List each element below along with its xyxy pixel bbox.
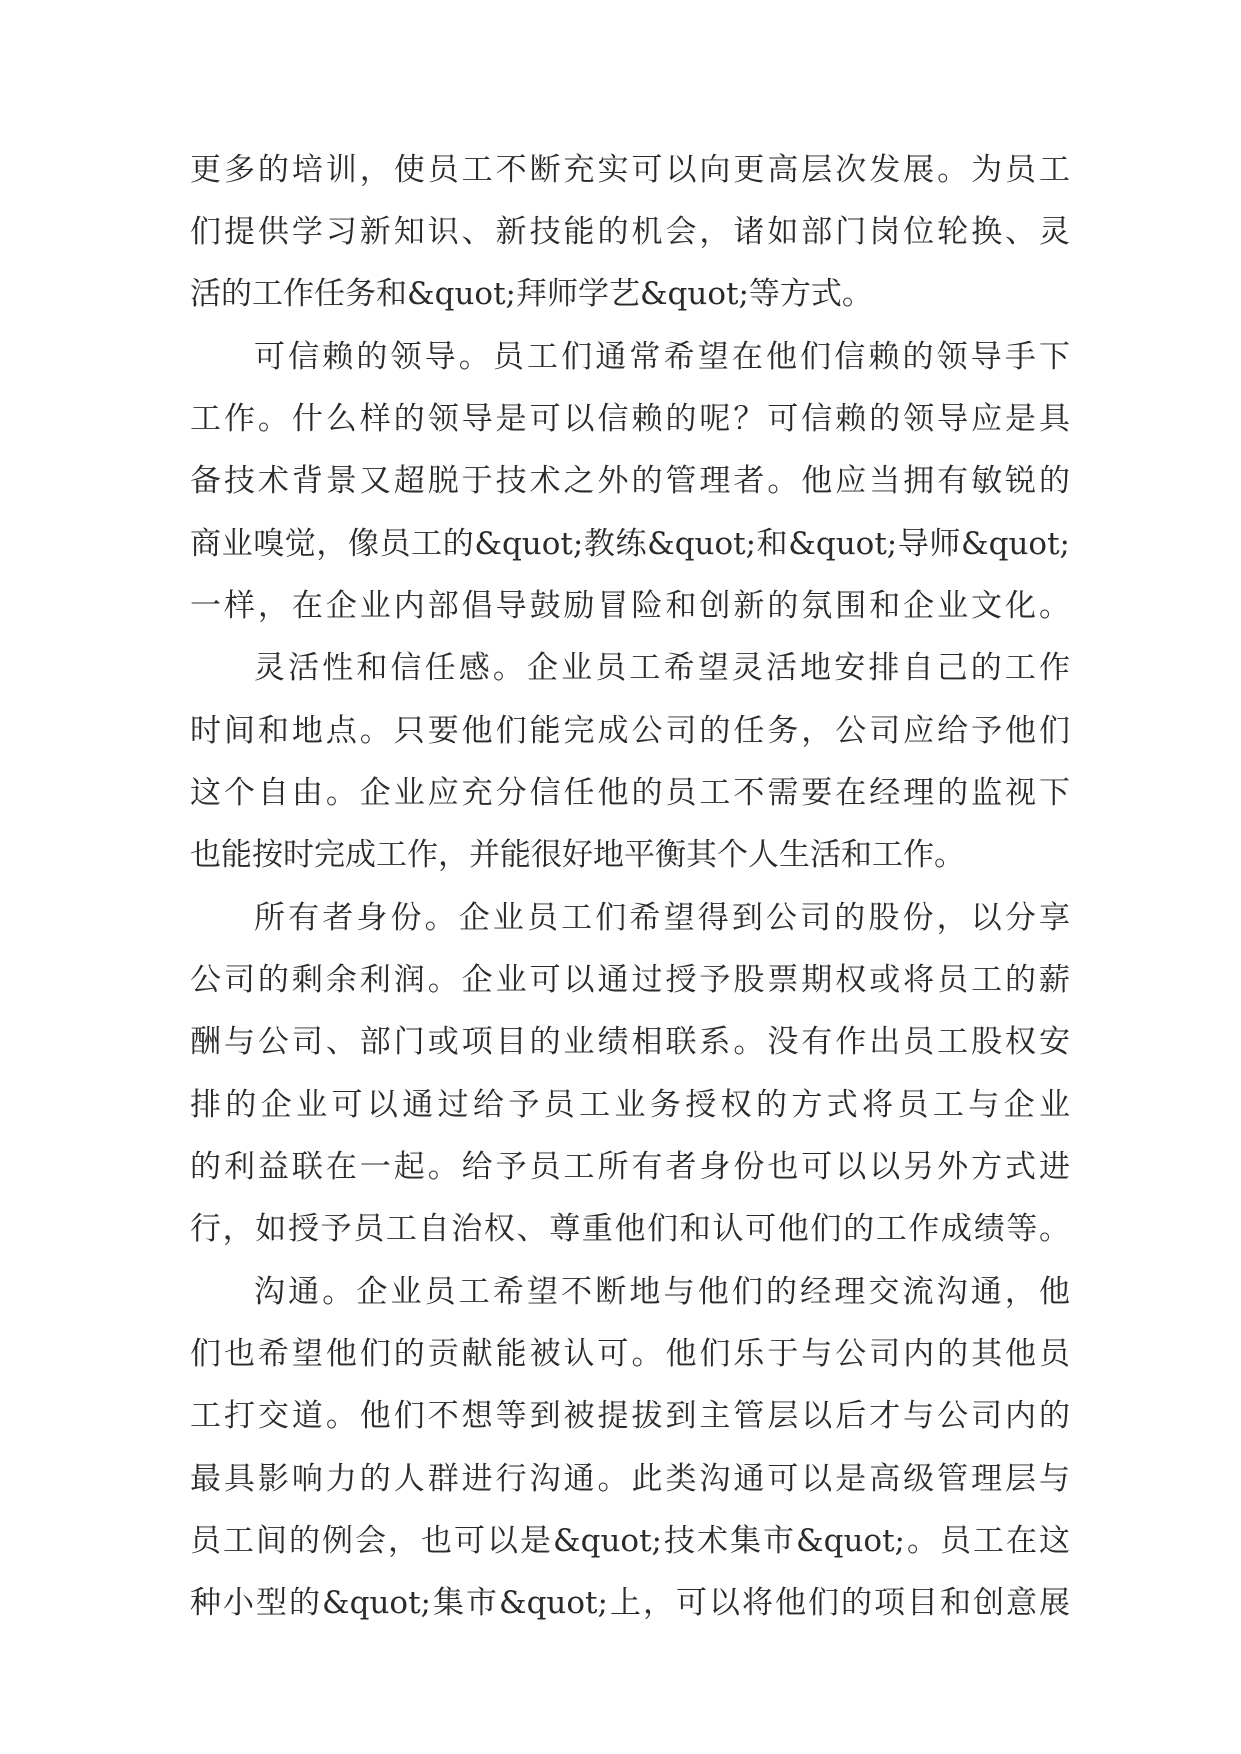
text-line: 这个自由。企业应充分信任他的员工不需要在经理的监视下 [190, 775, 1070, 811]
text-line: 员工间的例会，也可以是&quot;技术集市&quot;。员工在这 [190, 1523, 1070, 1559]
text-line: 也能按时完成工作，并能很好地平衡其个人生活和工作。 [190, 837, 965, 873]
text-line: 工打交道。他们不想等到被提拔到主管层以后才与公司内的 [190, 1398, 1070, 1434]
paragraph-first-line: 沟通。企业员工希望不断地与他们的经理交流沟通，他 [254, 1274, 1070, 1310]
text-line: 最具影响力的人群进行沟通。此类沟通可以是高级管理层与 [190, 1461, 1070, 1497]
paragraph-first-line: 可信赖的领导。员工们通常希望在他们信赖的领导手下 [254, 339, 1070, 375]
text-line: 酬与公司、部门或项目的业绩相联系。没有作出员工股权安 [190, 1024, 1070, 1060]
text-line: 活的工作任务和&quot;拜师学艺&quot;等方式。 [190, 276, 873, 312]
text-line: 公司的剩余利润。企业可以通过授予股票期权或将员工的薪 [190, 962, 1070, 998]
text-line: 商业嗅觉，像员工的&quot;教练&quot;和&quot;导师&quot; [190, 526, 1070, 562]
paragraph-first-line: 所有者身份。企业员工们希望得到公司的股份，以分享 [254, 900, 1070, 936]
text-line: 排的企业可以通过给予员工业务授权的方式将员工与企业 [190, 1087, 1070, 1123]
text-line: 时间和地点。只要他们能完成公司的任务，公司应给予他们 [190, 713, 1070, 749]
text-line: 工作。什么样的领导是可以信赖的呢？可信赖的领导应是具 [190, 401, 1070, 437]
text-line: 们提供学习新知识、新技能的机会，诸如部门岗位轮换、灵 [190, 214, 1070, 250]
paragraph-first-line: 灵活性和信任感。企业员工希望灵活地安排自己的工作 [254, 650, 1070, 686]
text-line: 的利益联在一起。给予员工所有者身份也可以以另外方式进 [190, 1149, 1070, 1185]
text-line: 备技术背景又超脱于技术之外的管理者。他应当拥有敏锐的 [190, 463, 1070, 499]
text-line: 一样，在企业内部倡导鼓励冒险和创新的氛围和企业文化。 [190, 588, 1070, 624]
text-line: 行，如授予员工自治权、尊重他们和认可他们的工作成绩等。 [190, 1211, 1070, 1247]
text-line: 更多的培训，使员工不断充实可以向更高层次发展。为员工 [190, 152, 1070, 188]
text-line: 们也希望他们的贡献能被认可。他们乐于与公司内的其他员 [190, 1336, 1070, 1372]
text-line: 种小型的&quot;集市&quot;上，可以将他们的项目和创意展 [190, 1585, 1070, 1621]
